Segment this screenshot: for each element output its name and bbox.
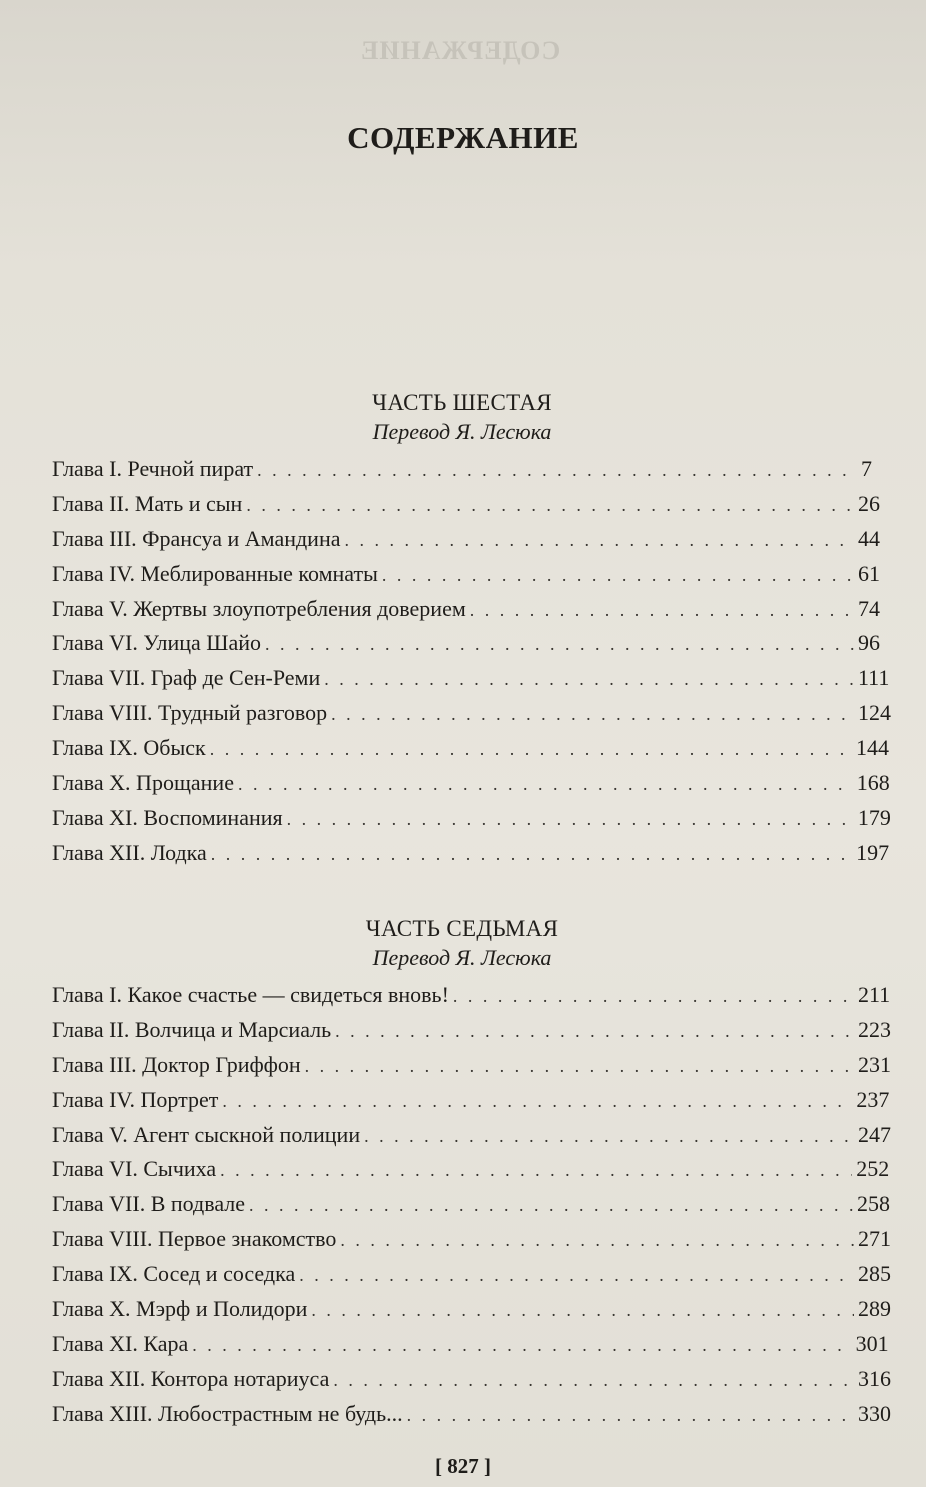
dot-leader bbox=[333, 1363, 854, 1398]
chapter-page-number: 7 bbox=[861, 456, 872, 481]
chapter-title: Глава IX. Обыск bbox=[52, 735, 206, 761]
dot-leader bbox=[305, 1049, 854, 1084]
dot-leader bbox=[238, 767, 853, 802]
dot-leader bbox=[211, 837, 852, 872]
dot-leader bbox=[192, 1328, 851, 1363]
chapter-page-number: 301 bbox=[855, 1330, 889, 1356]
chapter-page-number: 144 bbox=[856, 735, 890, 761]
chapter-page-number: 96 bbox=[858, 630, 880, 656]
toc-entry bbox=[52, 1222, 891, 1257]
chapter-title: Глава VIII. Трудный разговор bbox=[52, 700, 328, 726]
chapter-title: Глава IV. Портрет bbox=[52, 1086, 219, 1112]
dot-leader bbox=[210, 732, 852, 767]
chapter-title: Глава I. Речной пират bbox=[52, 456, 254, 481]
toc-entry bbox=[52, 1118, 891, 1153]
dot-leader bbox=[222, 1084, 852, 1119]
toc-entry bbox=[52, 661, 890, 696]
toc-entry bbox=[52, 766, 890, 801]
chapter-page-number: 26 bbox=[858, 490, 880, 516]
part-heading: ЧАСТЬ СЕДЬМАЯ bbox=[365, 916, 559, 941]
chapter-page-number: 223 bbox=[858, 1016, 891, 1042]
toc-entry bbox=[52, 1327, 889, 1362]
dot-leader bbox=[382, 558, 854, 593]
chapter-list bbox=[52, 978, 891, 1432]
chapter-title: Глава II. Мать и сын bbox=[52, 490, 243, 516]
part-translator: Перевод Я. Лесюка bbox=[372, 419, 552, 444]
toc-entry bbox=[52, 836, 890, 871]
dot-leader bbox=[470, 593, 854, 628]
toc-entry bbox=[52, 1048, 891, 1083]
chapter-title: Глава IV. Меблированные комнаты bbox=[52, 560, 378, 586]
chapter-page-number: 247 bbox=[858, 1121, 891, 1147]
toc-entry bbox=[52, 801, 891, 836]
chapter-title: Глава X. Прощание bbox=[52, 770, 234, 796]
chapter-title: Глава VII. Граф де Сен-Реми bbox=[52, 665, 321, 691]
chapter-title: Глава VIII. Первое знакомство bbox=[52, 1226, 337, 1252]
toc-entry bbox=[52, 978, 891, 1013]
chapter-title: Глава II. Волчица и Марсиаль bbox=[52, 1016, 332, 1042]
page-number: [ 827 ] bbox=[435, 1454, 491, 1478]
toc-entry bbox=[52, 1257, 891, 1292]
toc-entry bbox=[52, 1187, 890, 1222]
chapter-title: Глава XII. Лодка bbox=[52, 839, 207, 865]
chapter-page-number: 330 bbox=[858, 1400, 891, 1426]
dot-leader bbox=[299, 1258, 854, 1293]
part-translator: Перевод Я. Лесюка bbox=[372, 945, 552, 970]
toc-entry bbox=[52, 1397, 891, 1432]
chapter-title: Глава X. Мэрф и Полидори bbox=[52, 1296, 308, 1322]
toc-entry bbox=[52, 1292, 891, 1327]
dot-leader bbox=[340, 1223, 854, 1258]
toc-entry bbox=[52, 1152, 890, 1187]
chapter-page-number: 237 bbox=[856, 1086, 890, 1112]
toc-entry bbox=[52, 1083, 890, 1118]
dot-leader bbox=[257, 453, 854, 488]
chapter-title: Глава III. Франсуа и Амандина bbox=[52, 525, 341, 551]
chapter-list bbox=[52, 452, 891, 871]
chapter-page-number: 231 bbox=[858, 1051, 891, 1077]
chapter-title: Глава XI. Воспоминания bbox=[52, 804, 283, 830]
toc-entry bbox=[52, 557, 880, 592]
dot-leader bbox=[311, 1293, 854, 1328]
chapter-title: Глава VI. Сычиха bbox=[52, 1156, 217, 1182]
toc-entry bbox=[52, 452, 872, 487]
chapter-page-number: 44 bbox=[858, 525, 880, 551]
chapter-page-number: 252 bbox=[856, 1156, 890, 1182]
dot-leader bbox=[453, 979, 854, 1014]
chapter-title: Глава VII. В подвале bbox=[52, 1191, 246, 1217]
toc-entry bbox=[52, 626, 880, 661]
chapter-page-number: 111 bbox=[858, 665, 890, 691]
dot-leader bbox=[335, 1014, 854, 1049]
dot-leader bbox=[324, 662, 854, 697]
part-seven bbox=[52, 914, 891, 1432]
dot-leader bbox=[331, 697, 854, 732]
dot-leader bbox=[345, 523, 855, 558]
chapter-page-number: 289 bbox=[858, 1296, 891, 1322]
part-heading: ЧАСТЬ ШЕСТАЯ bbox=[372, 390, 552, 415]
toc-entry bbox=[52, 1362, 891, 1397]
chapter-title: Глава IX. Сосед и соседка bbox=[52, 1261, 296, 1287]
chapter-page-number: 258 bbox=[856, 1191, 890, 1217]
toc-entry bbox=[52, 522, 880, 557]
chapter-title: Глава III. Доктор Гриффон bbox=[52, 1051, 301, 1077]
chapter-page-number: 74 bbox=[858, 595, 880, 621]
dot-leader bbox=[364, 1119, 854, 1154]
toc-entry bbox=[52, 696, 891, 731]
chapter-page-number: 211 bbox=[858, 982, 891, 1007]
chapter-title: Глава XII. Контора нотариуса bbox=[52, 1365, 330, 1391]
page-title: СОДЕРЖАНИЕ bbox=[347, 120, 579, 155]
chapter-title: Глава V. Жертвы злоупотребления доверием bbox=[52, 595, 466, 621]
chapter-page-number: 168 bbox=[856, 770, 890, 796]
dot-leader bbox=[246, 488, 854, 523]
chapter-page-number: 316 bbox=[858, 1365, 891, 1391]
chapter-page-number: 197 bbox=[856, 839, 890, 865]
chapter-page-number: 179 bbox=[857, 804, 891, 830]
dot-leader bbox=[265, 627, 854, 662]
dot-leader bbox=[287, 802, 854, 837]
part-six bbox=[52, 388, 891, 871]
toc-entry bbox=[52, 487, 880, 522]
chapter-title: Глава XIII. Любострастным не будь... bbox=[52, 1400, 403, 1426]
toc-entry bbox=[52, 592, 880, 627]
chapter-page-number: 271 bbox=[858, 1226, 891, 1252]
chapter-title: Глава XI. Кара bbox=[52, 1330, 189, 1356]
dot-leader bbox=[407, 1398, 854, 1433]
chapter-title: Глава I. Какое счастье — свидеться вновь! bbox=[52, 982, 449, 1007]
chapter-title: Глава VI. Улица Шайо bbox=[52, 630, 261, 656]
chapter-title: Глава V. Агент сыскной полиции bbox=[52, 1121, 361, 1147]
toc-entry bbox=[52, 731, 890, 766]
toc-entry bbox=[52, 1013, 891, 1048]
dot-leader bbox=[220, 1153, 852, 1188]
show-through-title: СОДЕРЖАНИЕ bbox=[360, 36, 561, 65]
chapter-page-number: 124 bbox=[858, 700, 891, 726]
chapter-page-number: 61 bbox=[858, 560, 880, 586]
dot-leader bbox=[249, 1188, 853, 1223]
chapter-page-number: 285 bbox=[858, 1261, 891, 1287]
